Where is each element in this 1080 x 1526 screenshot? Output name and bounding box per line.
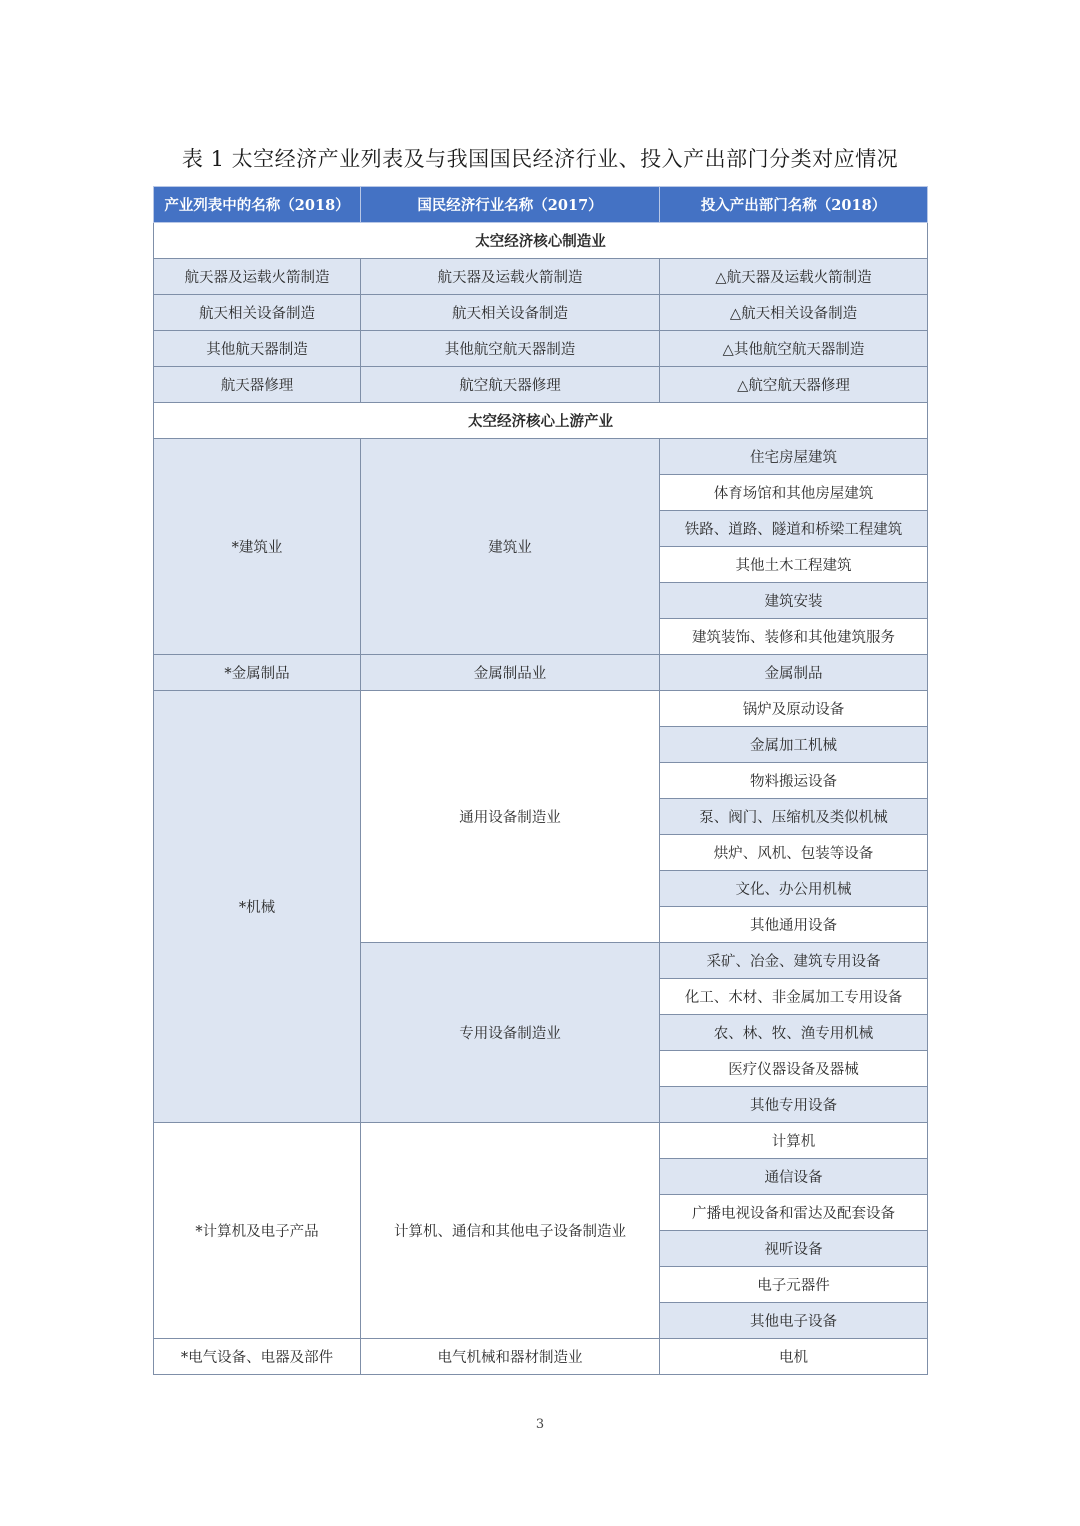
cell-c3: 泵、阀门、压缩机及类似机械: [660, 799, 928, 835]
table-title: 表 1 太空经济产业列表及与我国国民经济行业、投入产出部门分类对应情况: [181, 147, 899, 171]
table-row: [154, 439, 928, 475]
cell-c3: 物料搬运设备: [660, 763, 928, 799]
table-header-row: [154, 187, 928, 223]
cell-c2: 其他航空航天器制造: [361, 331, 660, 367]
cell-c3: 住宅房屋建筑: [660, 439, 928, 475]
table-row: [154, 259, 928, 295]
table-row: [154, 331, 928, 367]
cell-c3: 其他专用设备: [660, 1087, 928, 1123]
cell-c2: 航天器及运载火箭制造: [361, 259, 660, 295]
classification-table: [153, 186, 928, 1375]
cell-c1: *机械: [154, 691, 361, 1123]
table-row: [154, 295, 928, 331]
table-row: [154, 1123, 928, 1159]
cell-c1: 其他航天器制造: [154, 331, 361, 367]
cell-c3: 其他通用设备: [660, 907, 928, 943]
cell-c3: △航天相关设备制造: [660, 295, 928, 331]
cell-c1: *建筑业: [154, 439, 361, 655]
section-core-manufacturing: 太空经济核心制造业: [154, 223, 928, 259]
page-number: 3: [535, 1417, 545, 1432]
cell-c3: 建筑安装: [660, 583, 928, 619]
cell-c1: 航天器及运载火箭制造: [154, 259, 361, 295]
cell-c3: 电子元器件: [660, 1267, 928, 1303]
cell-c1: *金属制品: [154, 655, 361, 691]
cell-c1: *计算机及电子产品: [154, 1123, 361, 1339]
table-row: [154, 367, 928, 403]
table-row: [154, 655, 928, 691]
cell-c3: 采矿、冶金、建筑专用设备: [660, 943, 928, 979]
cell-c3: △航空航天器修理: [660, 367, 928, 403]
section-row: [154, 223, 928, 259]
cell-c3: 锅炉及原动设备: [660, 691, 928, 727]
header-input-output-name: 投入产出部门名称（2018）: [660, 187, 928, 223]
cell-c2: 建筑业: [361, 439, 660, 655]
cell-c3: 化工、木材、非金属加工专用设备: [660, 979, 928, 1015]
cell-c3: 视听设备: [660, 1231, 928, 1267]
cell-c3: 电机: [660, 1339, 928, 1375]
cell-c3: 金属加工机械: [660, 727, 928, 763]
cell-c1: 航天器修理: [154, 367, 361, 403]
cell-c2: 航空航天器修理: [361, 367, 660, 403]
header-industry-list-name: 产业列表中的名称（2018）: [154, 187, 361, 223]
cell-c3: 医疗仪器设备及器械: [660, 1051, 928, 1087]
cell-c3: △航天器及运载火箭制造: [660, 259, 928, 295]
cell-c3: 建筑装饰、装修和其他建筑服务: [660, 619, 928, 655]
section-row: [154, 403, 928, 439]
section-core-upstream: 太空经济核心上游产业: [154, 403, 928, 439]
cell-c3: 广播电视设备和雷达及配套设备: [660, 1195, 928, 1231]
cell-c2: 电气机械和器材制造业: [361, 1339, 660, 1375]
cell-c2: 计算机、通信和其他电子设备制造业: [361, 1123, 660, 1339]
header-national-economy-name: 国民经济行业名称（2017）: [361, 187, 660, 223]
cell-c2: 金属制品业: [361, 655, 660, 691]
cell-c3: 文化、办公用机械: [660, 871, 928, 907]
cell-c2: 航天相关设备制造: [361, 295, 660, 331]
cell-c3: △其他航空航天器制造: [660, 331, 928, 367]
cell-c3: 其他电子设备: [660, 1303, 928, 1339]
cell-c2: 专用设备制造业: [361, 943, 660, 1123]
cell-c3: 体育场馆和其他房屋建筑: [660, 475, 928, 511]
cell-c2: 通用设备制造业: [361, 691, 660, 943]
table-row: [154, 1339, 928, 1375]
cell-c3: 其他土木工程建筑: [660, 547, 928, 583]
cell-c1: *电气设备、电器及部件: [154, 1339, 361, 1375]
cell-c3: 金属制品: [660, 655, 928, 691]
cell-c3: 农、林、牧、渔专用机械: [660, 1015, 928, 1051]
cell-c3: 烘炉、风机、包装等设备: [660, 835, 928, 871]
cell-c3: 通信设备: [660, 1159, 928, 1195]
table-row: [154, 691, 928, 727]
cell-c3: 计算机: [660, 1123, 928, 1159]
cell-c3: 铁路、道路、隧道和桥梁工程建筑: [660, 511, 928, 547]
cell-c1: 航天相关设备制造: [154, 295, 361, 331]
